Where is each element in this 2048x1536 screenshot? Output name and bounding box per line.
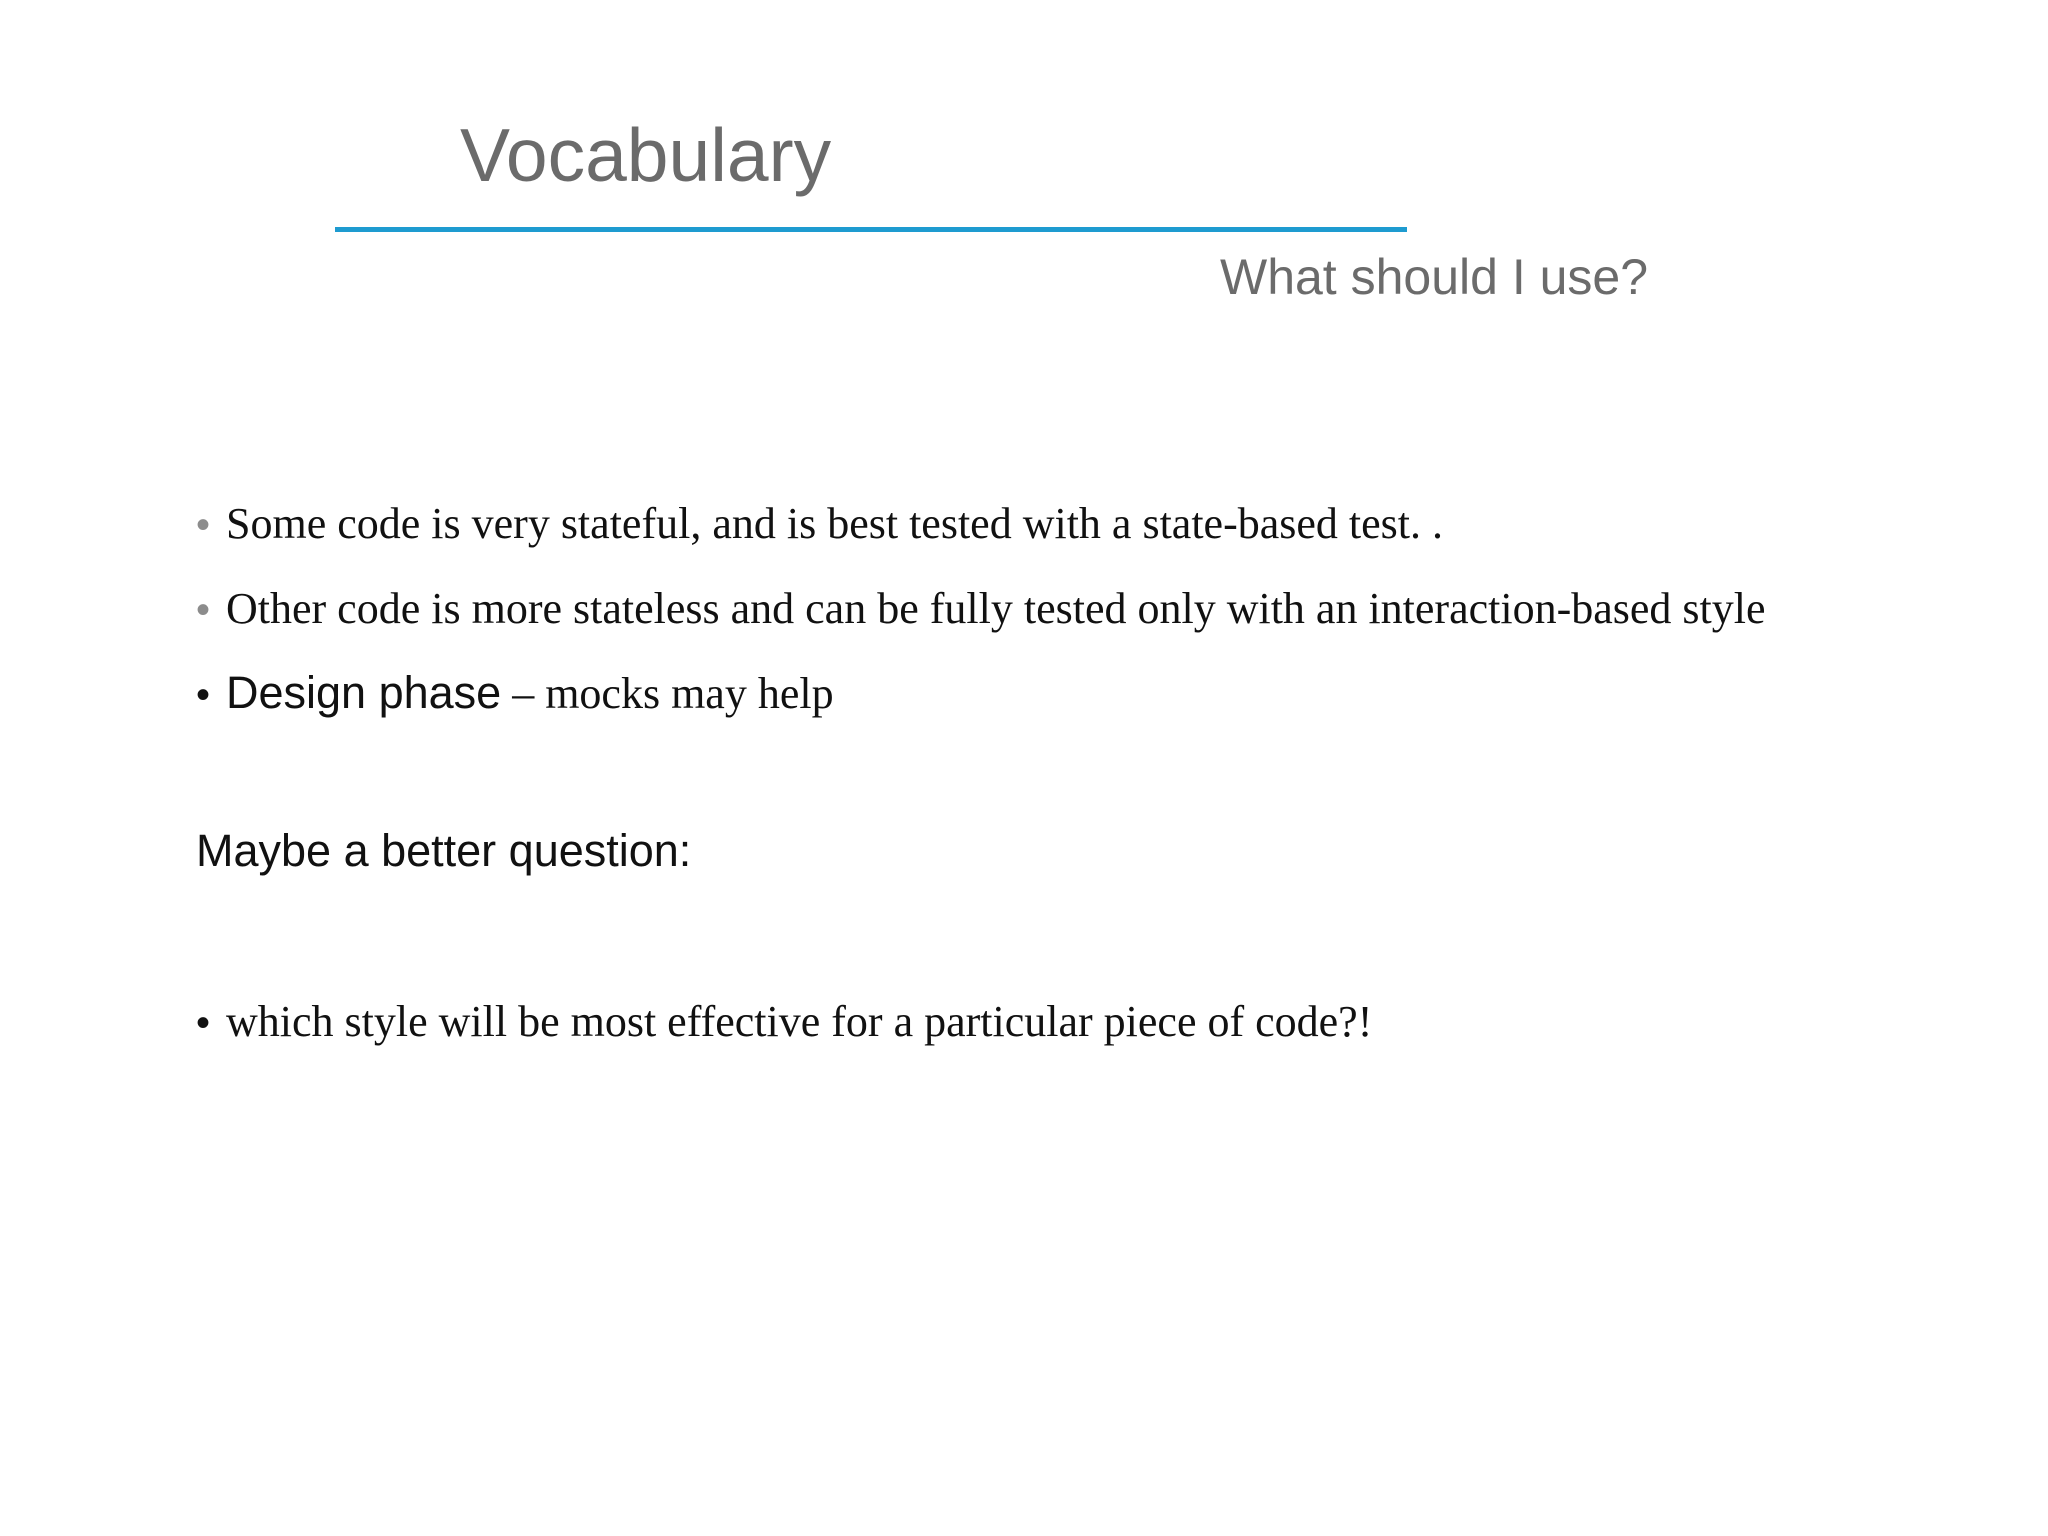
bullet-item-stateful — [196, 499, 1444, 548]
bullet-item-design-phase — [196, 667, 834, 718]
bullet-text: Other code is more stateless and can be fully tested only with an interaction-based style — [226, 584, 1766, 633]
bullet-text: Some code is very stateful, and is best tested with a state-based test. . — [226, 499, 1444, 548]
bullet-marker: • — [196, 503, 211, 547]
title-underline — [335, 227, 1407, 232]
bullet-item-stateless — [196, 584, 1766, 633]
question-heading: Maybe a better question: — [196, 825, 692, 876]
slide-title: Vocabulary — [460, 113, 832, 197]
slide-subtitle: What should I use? — [1220, 249, 1649, 305]
bullet-marker: • — [196, 1001, 211, 1045]
bullet-lead-text: Design phase — [226, 667, 502, 718]
bullet-marker: • — [196, 588, 211, 632]
bullet-marker: • — [196, 673, 211, 717]
bullet-text: – mocks may help — [501, 669, 834, 718]
bullet-text: which style will be most effective for a particular piece of code?! — [226, 997, 1373, 1046]
bullet-item-which-style — [196, 997, 1373, 1046]
